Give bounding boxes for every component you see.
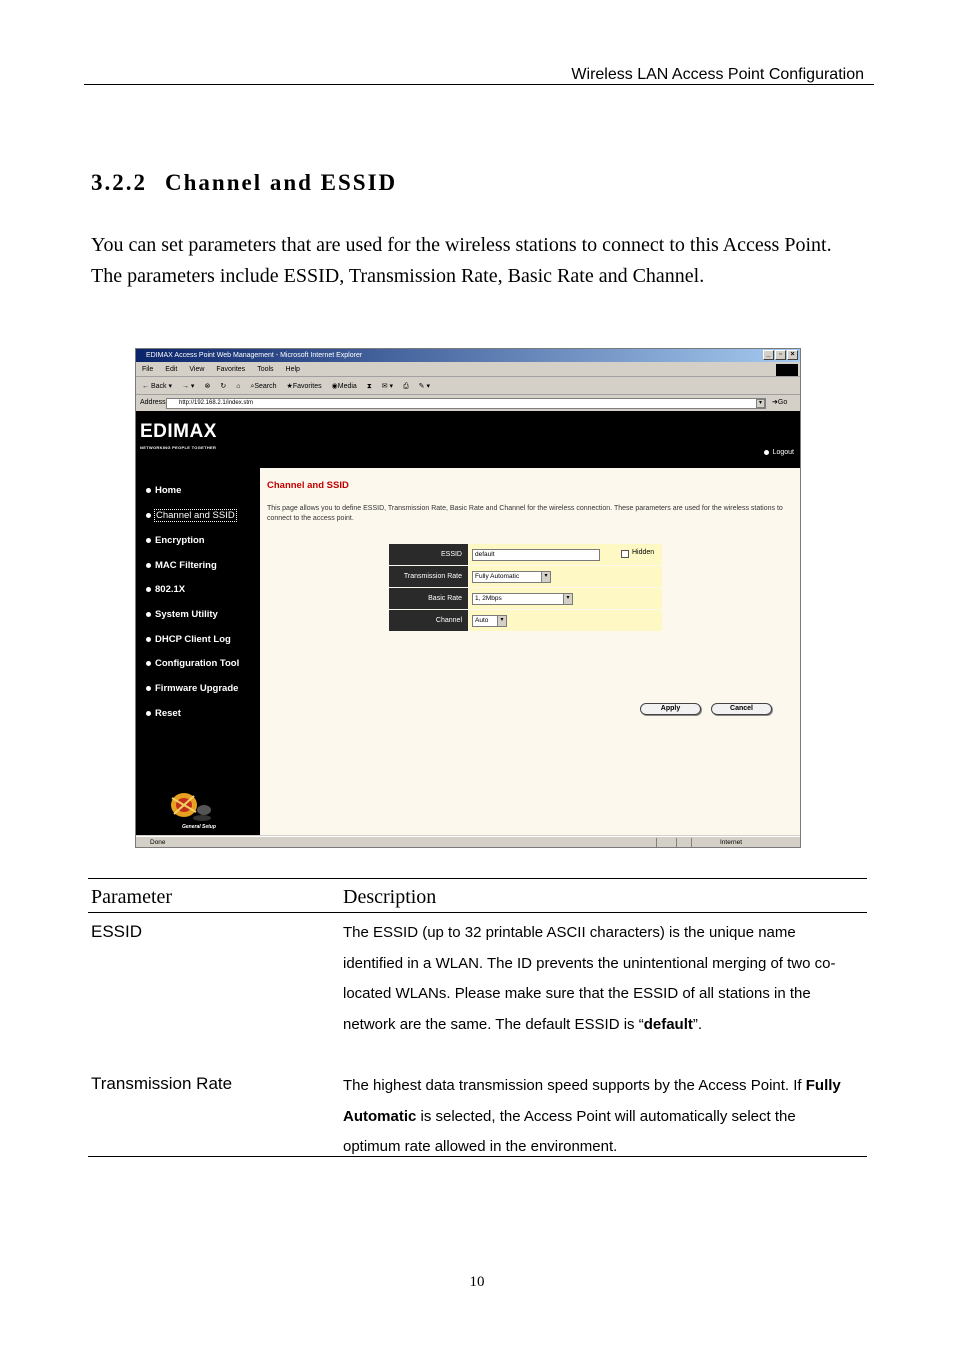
param-desc-essid: The ESSID (up to 32 printable ASCII characters) is the unique name identified in a WLAN. The ID prevents the unintentional merging of two co-located WLANs. Please make sure that the ESSID of all stations in the network are the same. The default ESSID is “default”. xyxy=(343,924,836,1033)
windows-logo-icon xyxy=(776,364,798,376)
param-desc-transmission-rate: The highest data transmission speed supports by the Access Point. If Fully Automatic is selected, the Access Point will automatically select the optimum rate allowed in the environment. xyxy=(343,1077,841,1156)
sidebar-nav xyxy=(136,468,260,835)
menu-edit[interactable]: Edit xyxy=(165,366,178,373)
bullet-icon xyxy=(146,661,151,666)
transmission-rate-select[interactable]: Fully Automatic ▾ xyxy=(472,571,551,583)
status-bar xyxy=(136,836,800,848)
intro-paragraph: You can set parameters that are used for the wireless stations to connect to this Access Point. The parameters include ESSID, Transmission Rate, Basic Rate and Channel. xyxy=(91,234,832,287)
content-pane xyxy=(260,468,800,835)
edit-icon[interactable]: ✎ ▾ xyxy=(418,383,430,390)
running-header xyxy=(84,66,874,85)
bullet-icon xyxy=(146,488,151,493)
hidden-checkbox[interactable] xyxy=(621,550,629,558)
address-dropdown-icon[interactable]: ▾ xyxy=(756,399,765,408)
home-icon[interactable]: ⌂ xyxy=(236,383,241,390)
menu-view[interactable]: View xyxy=(189,366,205,373)
refresh-icon[interactable]: ↻ xyxy=(220,383,227,390)
bullet-icon xyxy=(146,587,151,592)
browser-toolbar xyxy=(136,378,800,395)
nav-home[interactable]: Home xyxy=(146,485,181,496)
page-number: 10 xyxy=(469,1274,485,1290)
section-number: 3.2.2 xyxy=(91,170,147,195)
bullet-icon xyxy=(146,711,151,716)
window-titlebar xyxy=(136,349,800,362)
stop-icon[interactable]: ⊗ xyxy=(204,383,211,390)
address-bar xyxy=(136,396,800,410)
channel-select[interactable]: Auto ▾ xyxy=(472,615,507,627)
table-header xyxy=(88,879,867,913)
go-button[interactable]: ➜Go xyxy=(772,399,788,406)
column-header-description: Description xyxy=(343,886,437,908)
nav-channel-ssid[interactable]: Channel and SSID xyxy=(146,510,236,521)
content-description: This page allows you to define ESSID, Transmission Rate, Basic Rate and Channel for the wireless connection. These parameters are used for the wireless stations to connect to the access point. xyxy=(267,505,783,522)
transmission-rate-label: Transmission Rate xyxy=(389,566,468,587)
internet-zone: Internet xyxy=(720,839,743,846)
essid-input[interactable]: default xyxy=(472,549,600,561)
favorites-button[interactable]: ★Favorites xyxy=(286,383,322,390)
status-text: Done xyxy=(150,839,166,846)
nav-mac-filtering[interactable]: MAC Filtering xyxy=(146,560,217,571)
logout-link[interactable]: Logout xyxy=(764,449,794,456)
search-button[interactable]: ⌕Search xyxy=(250,383,277,390)
basic-rate-select[interactable]: 1, 2Mbps ▾ xyxy=(472,593,573,605)
chevron-down-icon: ▾ xyxy=(497,616,506,626)
forward-button[interactable]: → ▾ xyxy=(181,383,195,390)
param-name-transmission-rate: Transmission Rate xyxy=(91,1074,233,1093)
general-setup-label: General Setup xyxy=(182,824,216,830)
nav-reset[interactable]: Reset xyxy=(146,708,181,719)
nav-configuration-tool[interactable]: Configuration Tool xyxy=(146,658,239,669)
address-input[interactable]: http://192.168.2.1/index.stm xyxy=(166,398,766,409)
section-title: Channel and ESSID xyxy=(165,170,398,195)
bullet-icon xyxy=(146,538,151,543)
address-label: Address xyxy=(140,399,166,406)
nav-encryption[interactable]: Encryption xyxy=(146,535,205,546)
history-icon[interactable]: ⧗ xyxy=(366,383,372,390)
web-page xyxy=(136,411,800,835)
column-header-parameter: Parameter xyxy=(91,886,173,908)
nav-8021x[interactable]: 802.1X xyxy=(146,584,185,595)
cancel-button[interactable]: Cancel xyxy=(711,703,772,715)
brand-bar xyxy=(136,411,800,468)
maximize-icon[interactable]: ▫ xyxy=(775,350,786,360)
menu-file[interactable]: File xyxy=(142,366,154,373)
window-title: EDIMAX Access Point Web Management - Microsoft Internet Explorer xyxy=(146,352,363,359)
chevron-down-icon: ▾ xyxy=(563,594,572,604)
content-title: Channel and SSID xyxy=(267,480,349,491)
minimize-icon[interactable]: _ xyxy=(763,350,774,360)
bullet-icon xyxy=(146,563,151,568)
bullet-icon xyxy=(146,637,151,642)
bullet-icon xyxy=(764,450,769,455)
transmission-rate-row xyxy=(389,566,662,587)
menu-help[interactable]: Help xyxy=(285,366,300,373)
nav-firmware-upgrade[interactable]: Firmware Upgrade xyxy=(146,683,238,694)
hidden-label: Hidden xyxy=(632,549,655,556)
bullet-icon xyxy=(146,612,151,617)
general-setup-icon xyxy=(162,788,214,822)
channel-label: Channel xyxy=(389,610,468,631)
media-button[interactable]: ◉Media xyxy=(331,383,357,390)
channel-row xyxy=(389,610,662,631)
brand-tagline: NETWORKING PEOPLE TOGETHER xyxy=(140,445,217,450)
param-name-essid: ESSID xyxy=(91,922,143,941)
essid-label: ESSID xyxy=(389,544,468,565)
mail-icon[interactable]: ✉ ▾ xyxy=(381,383,394,390)
menu-bar xyxy=(136,363,800,377)
edimax-logo: EDIMAX xyxy=(140,421,217,442)
section-heading xyxy=(91,170,397,196)
nav-dhcp-client-log[interactable]: DHCP Client Log xyxy=(146,634,231,645)
back-button[interactable]: ← Back ▾ xyxy=(142,383,172,390)
close-icon[interactable]: × xyxy=(787,350,798,360)
apply-button[interactable]: Apply xyxy=(640,703,701,715)
embedded-screenshot xyxy=(135,348,801,848)
bullet-icon xyxy=(146,513,151,518)
basic-rate-row xyxy=(389,588,662,609)
print-icon[interactable]: ⎙ xyxy=(403,383,409,390)
status-divider xyxy=(691,838,692,848)
status-divider xyxy=(676,838,677,848)
nav-system-utility[interactable]: System Utility xyxy=(146,609,218,620)
menu-tools[interactable]: Tools xyxy=(257,366,274,373)
basic-rate-label: Basic Rate xyxy=(389,588,468,609)
parameter-table xyxy=(88,878,867,1157)
chevron-down-icon: ▾ xyxy=(541,572,550,582)
status-divider xyxy=(656,838,657,848)
bullet-icon xyxy=(146,686,151,691)
running-header-title: Wireless LAN Access Point Configuration xyxy=(571,66,864,83)
essid-row xyxy=(389,544,662,565)
menu-favorites[interactable]: Favorites xyxy=(216,366,246,373)
